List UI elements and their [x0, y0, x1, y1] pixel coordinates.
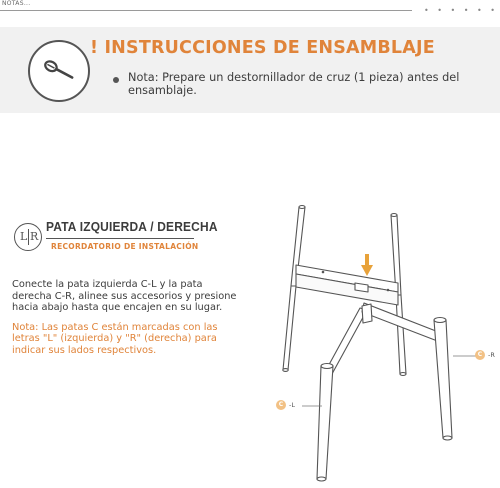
lr-badge-left: L: [20, 230, 28, 243]
instructions-body: Conecte la pata izquierda C-L y la pata derecha C-R, alinee sus accesorios y presione hacia abajo hasta que encajen en su lugar.: [12, 279, 237, 314]
notes-label: NOTAS...: [2, 0, 31, 7]
instructions-title: ! INSTRUCCIONES DE ENSAMBLAJE: [90, 38, 435, 58]
c-l-dot: C: [276, 400, 286, 410]
section-title: PATA IZQUIERDA / DERECHA: [46, 219, 218, 234]
dots-decoration: • • • • • •: [424, 6, 499, 15]
front-left-leg: [317, 366, 333, 479]
press-down-arrow: [361, 254, 373, 276]
c-r-dot: C: [475, 350, 485, 360]
prep-note-text: Nota: Prepare un destornillador de cruz (1 pieza) antes del ensamblaje.: [128, 71, 460, 97]
front-right-leg: [434, 320, 452, 438]
leg-marking-note: Nota: Las patas C están marcadas con las letras "L" (izquierda) y "R" (derecha) para indicar sus lados respectivos.: [12, 322, 218, 356]
lr-badge-right: R: [30, 230, 39, 243]
section-subtitle: RECORDATORIO DE INSTALACIÓN: [51, 242, 199, 251]
label-c-r: C -R: [475, 350, 495, 360]
label-c-l: C -L: [276, 400, 295, 410]
